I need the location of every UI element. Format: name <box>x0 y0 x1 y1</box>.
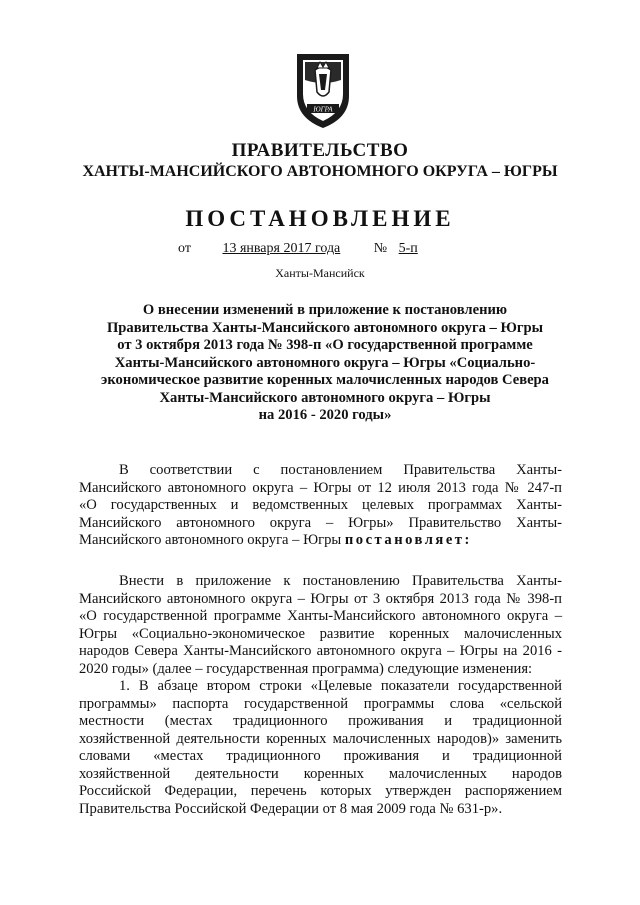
paragraph-line: программы» паспорта государственной программы слова «сельской <box>79 695 562 712</box>
title-line: Ханты-Мансийского автономного округа – Югры <box>159 389 491 406</box>
document-title <box>80 302 570 425</box>
paragraph-line: Мансийского автономного округа – Югры» Правительство Ханты- <box>79 514 562 531</box>
paragraph-line: народов Севера Ханты-Мансийского автономного округа – Югры на 2016 - <box>79 643 562 659</box>
document-date: 13 января 2017 года <box>222 241 341 256</box>
paragraph-line-final <box>79 532 562 550</box>
date-line <box>178 241 432 257</box>
title-line: Правительства Ханты-Мансийского автономного округа – Югры <box>106 319 544 336</box>
title-line: от 3 октября 2013 года № 398-п «О государственной программе <box>117 337 533 353</box>
coat-of-arms-icon <box>291 50 355 130</box>
document-number: 5-п <box>398 241 418 256</box>
paragraph-line: В соответствии с постановлением Правительства Ханты- <box>119 462 562 478</box>
title-line: Ханты-Мансийского автономного округа – Югры «Социально- <box>114 354 536 371</box>
paragraph-line: хозяйственной деятельности коренных малочисленных народов)» заменить <box>79 730 562 747</box>
number-label: № <box>373 241 388 256</box>
list-item-line: 1. В абзаце втором строки «Целевые показатели государственной <box>119 678 562 694</box>
paragraph-line: Мансийского автономного округа – Югры от 3 октября 2013 года № 398-п <box>79 590 562 607</box>
date-prefix: от <box>178 241 191 256</box>
paragraph-amendments <box>79 573 562 818</box>
title-line: экономическое развитие коренных малочисленных народов Севера <box>101 372 549 388</box>
paragraph-line: словами «местах традиционного проживания и традиционной <box>79 748 562 764</box>
document-type: ПОСТАНОВЛЕНИЕ <box>185 206 455 231</box>
decree-verb: постановляет: <box>344 532 472 548</box>
title-line: О внесении изменений в приложение к постановлению <box>142 302 508 318</box>
paragraph-line: хозяйственной деятельности коренных малочисленных народов <box>79 765 562 782</box>
paragraph-line: «О государственной программе Ханты-Мансийского автономного округа – <box>79 608 562 624</box>
paragraph-line: «О государственных и ведомственных целевых программах Ханты- <box>79 497 562 513</box>
paragraph-line: Югры «Социально-экономическое развитие коренных малочисленных <box>79 625 562 642</box>
paragraph-line: 2020 годы» (далее – государственная программа) следующие изменения: <box>79 660 533 677</box>
paragraph-line: Правительства Российской Федерации от 8 мая 2009 года № 631-р». <box>79 800 503 817</box>
paragraph-preamble <box>79 462 562 550</box>
paragraph-line: местности (местах традиционного проживания и традиционной <box>79 713 562 729</box>
org-title: ПРАВИТЕЛЬСТВО <box>231 140 409 161</box>
org-subtitle: ХАНТЫ-МАНСИЙСКОГО АВТОНОМНОГО ОКРУГА – ЮГРЫ <box>82 163 558 180</box>
paragraph-line: Мансийского автономного округа – Югры от 12 июля 2013 года № 247-п <box>79 479 562 496</box>
paragraph-line: Внести в приложение к постановлению Правительства Ханты- <box>119 573 562 589</box>
title-line: на 2016 - 2020 годы» <box>258 407 392 423</box>
paragraph-line: Мансийского автономного округа – Югры <box>79 532 342 548</box>
paragraph-line: Российской Федерации, перечень которых утвержден распоряжением <box>79 783 562 799</box>
city-name: Ханты-Мансийск <box>275 266 365 280</box>
emblem-caption: ЮГРА <box>313 105 333 114</box>
